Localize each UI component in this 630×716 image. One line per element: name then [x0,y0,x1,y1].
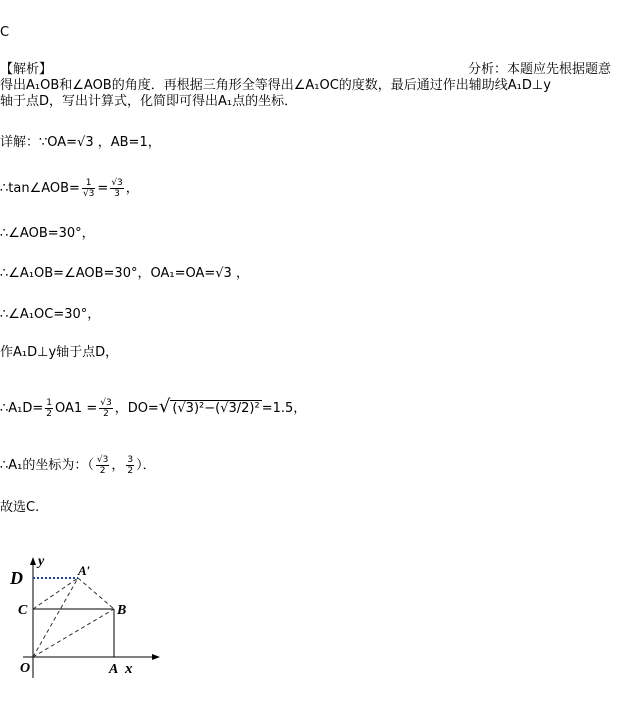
dashed-oa-prime [33,578,78,657]
analysis-line2: 得出A₁OB和∠AOB的角度．再根据三角形全等得出∠A₁OC的度数，最后通过作出辅助线A₁D⊥y [0,78,551,93]
detail-line6: 作A₁D⊥y轴于点D， [0,345,119,360]
analysis-lead: 分析：本题应先根据题意 [468,62,612,77]
detail-line1: 详解：∵OA=√3 ，AB=1， [0,135,161,150]
dashed-c-a-prime [33,578,78,609]
fraction: $\frac{1}{√3}$ [82,178,95,199]
fraction: $\frac{√3}{2}$ [100,398,112,419]
sqrt-content: (√3)²−(√3/2)² [172,401,260,416]
fraction: $\frac{3}{2}$ [127,455,134,476]
conclusion: 故选C. [0,500,40,515]
geometry-figure [8,553,168,688]
answer-letter: C [0,25,10,40]
detail-line4: ∴∠A₁OB=∠AOB=30°，OA₁=OA=√3 ， [0,266,249,281]
label-b: B [117,603,127,618]
detail-line2-pre: ∴tan∠AOB= [0,181,80,196]
y-axis-arrow [30,557,36,565]
label-a-prime: A′ [78,563,91,578]
fraction: $\frac{√3}{2}$ [96,455,109,476]
label-a: A [109,662,119,677]
detail-line3: ∴∠AOB=30°， [0,226,95,241]
label-c: C [18,603,28,618]
analysis-heading: 【解析】 [0,62,53,77]
detail-line8: ∴A₁的坐标为：（ $\frac{√3}{2}$ ， $\frac{3}{2}$ ）． [0,455,156,476]
sqrt-symbol: √ [158,396,171,417]
fraction: $\frac{1}{2}$ [46,398,53,419]
fraction: $\frac{√3}{3}$ [111,178,123,199]
x-axis-arrow [152,654,160,660]
dashed-ob [33,609,114,657]
label-o: O [20,661,31,676]
detail-line2: ∴tan∠AOB= $\frac{1}{√3}$ = $\frac{√3}{3}$ ， [0,178,139,199]
label-y: y [38,554,45,569]
detail-line7: ∴A₁D= $\frac{1}{2}$ OA1 = $\frac{√3}{2}$ ，DO=√ (√3)²−(√3/2)² =1.5， [0,396,307,419]
label-d: D [10,568,23,588]
detail-line5: ∴∠A₁OC=30°， [0,307,101,322]
dashed-a-prime-b [78,578,114,609]
analysis-line3: 轴于点D，写出计算式，化简即可得出A₁点的坐标． [0,94,298,109]
label-x: x [125,661,133,677]
